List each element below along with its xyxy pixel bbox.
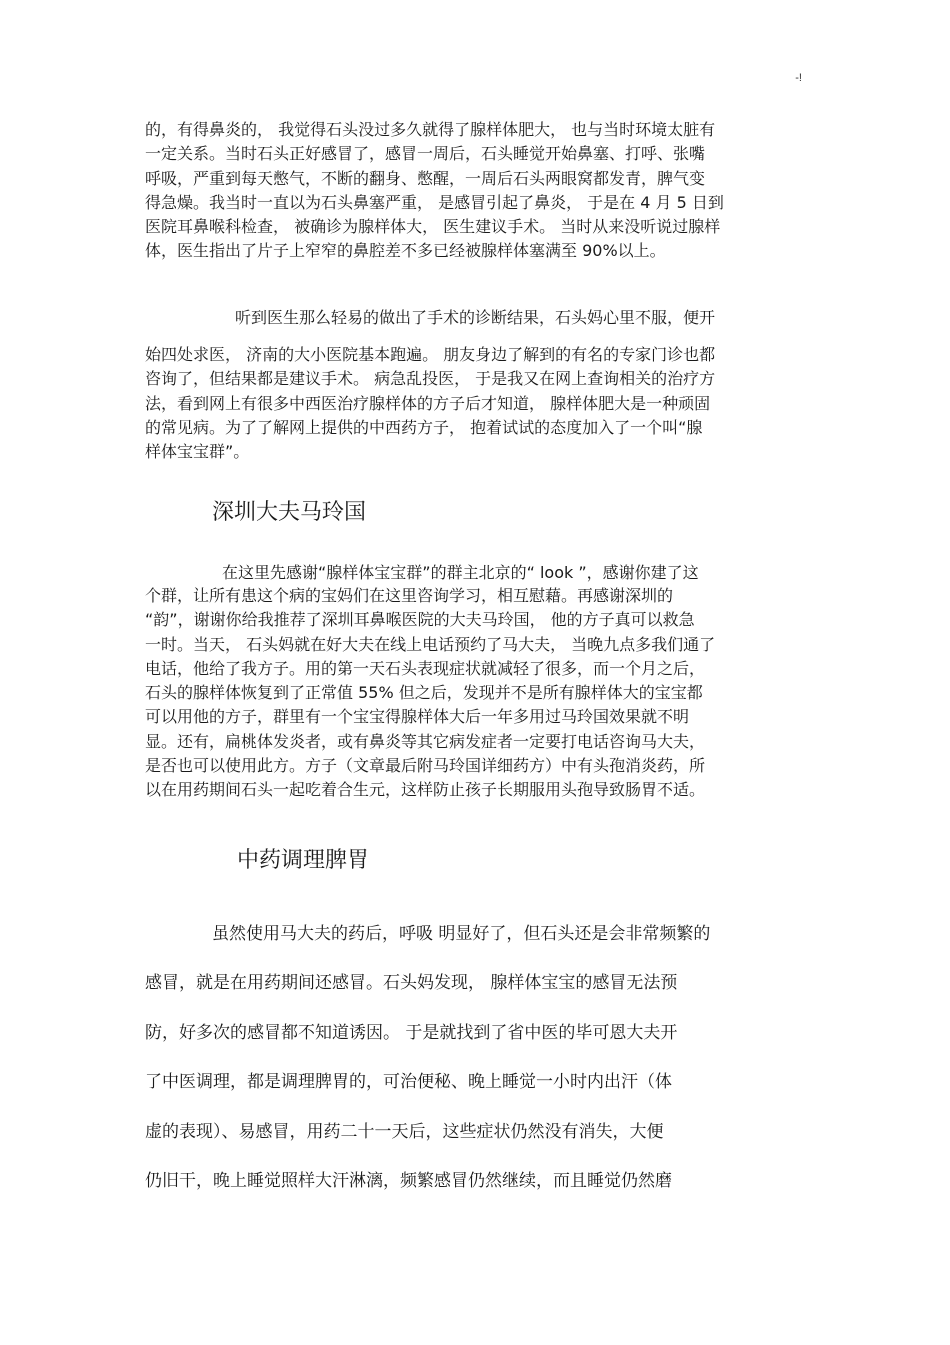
paragraph-line: 防，好多次的感冒都不知道诱因。 于是就找到了省中医的毕可恩大夫开 bbox=[145, 1022, 678, 1043]
paragraph-line: 一定关系。当时石头正好感冒了，感冒一周后，石头睡觉开始鼻塞、打呼、张嘴 bbox=[145, 144, 706, 164]
paragraph-line: 始四处求医， 济南的大小医院基本跑遍。 朋友身边了解到的有名的专家门诊也都 bbox=[145, 345, 716, 364]
paragraph-line: “韵”，谢谢你给我推荐了深圳耳鼻喉医院的大夫马玲国， 他的方子真可以救急 bbox=[145, 610, 695, 630]
paragraph-4 bbox=[145, 910, 815, 1206]
paragraph-line: 以在用药期间石头一起吃着合生元，这样防止孩子长期服用头孢导致肠胃不适。 bbox=[145, 780, 706, 800]
paragraph-line: 虚的表现）、易感冒，用药二十一天后，这些症状仍然没有消失，大便 bbox=[145, 1121, 664, 1142]
paragraph-line: 的常见病。为了了解网上提供的中西药方子， 抱着试试的态度加入了一个叫“腺 bbox=[145, 417, 703, 437]
paragraph-1 bbox=[145, 118, 815, 264]
paragraph-line: 仍旧干，晚上睡觉照样大汗淋漓，频繁感冒仍然继续，而且睡觉仍然磨 bbox=[145, 1171, 672, 1192]
paragraph-line: 医院耳鼻喉科检查， 被确诊为腺样体大， 医生建议手术。 当时从来没听说过腺样 bbox=[145, 217, 721, 237]
paragraph-line: 个群，让所有患这个病的宝妈们在这里咨询学习，相互慰藉。再感谢深圳的 bbox=[145, 586, 674, 605]
section-heading-tcm-spleen: 中药调理脾胃 bbox=[237, 848, 370, 873]
paragraph-line: 电话，他给了我方子。用的第一天石头表现症状就减轻了很多，而一个月之后， bbox=[145, 658, 706, 678]
paragraph-line: 感冒，就是在用药期间还感冒。石头妈发现， 腺样体宝宝的感冒无法预 bbox=[145, 973, 678, 994]
paragraph-line: 虽然使用马大夫的药后，呼吸 明显好了，但石头还是会非常频繁的 bbox=[212, 924, 711, 944]
paragraph-line: 样体宝宝群”。 bbox=[145, 442, 250, 462]
paragraph-line: 是否也可以使用此方。方子（文章最后附马玲国详细药方）中有头孢消炎药，所 bbox=[145, 756, 706, 776]
paragraph-2-first-line: 听到医生那么轻易的做出了手术的诊断结果，石头妈心里不服，便开 bbox=[235, 308, 716, 327]
section-heading-shenzhen-doctor: 深圳大夫马玲国 bbox=[212, 500, 367, 525]
paragraph-3 bbox=[145, 584, 815, 803]
paragraph-2 bbox=[145, 343, 815, 464]
paragraph-line: 了中医调理，都是调理脾胃的，可治便秘、晚上睡觉一小时内出汗（体 bbox=[145, 1072, 672, 1093]
paragraph-line: 可以用他的方子，群里有一个宝宝得腺样体大后一年多用过马玲国效果就不明 bbox=[145, 707, 690, 727]
paragraph-3-first-line: 在这里先感谢“腺样体宝宝群”的群主北京的“ look ”，感谢你建了这 bbox=[222, 563, 699, 582]
paragraph-line: 呼吸，严重到每天憋气，不断的翻身、憋醒，一周后石头两眼窝都发青，脾气变 bbox=[145, 168, 706, 188]
paragraph-line: 一时。当天， 石头妈就在好大夫在线上电话预约了马大夫， 当晚九点多我们通了 bbox=[145, 634, 716, 654]
paragraph-line: 咨询了，但结果都是建议手术。 病急乱投医， 于是我又在网上查询相关的治疗方 bbox=[145, 369, 716, 389]
paragraph-line: 显。还有，扁桃体发炎者，或有鼻炎等其它病发症者一定要打电话咨询马大夫， bbox=[145, 731, 706, 751]
paragraph-line: 的，有得鼻炎的， 我觉得石头没过多久就得了腺样体肥大， 也与当时环境太脏有 bbox=[145, 120, 716, 139]
paragraph-line: 体，医生指出了片子上窄窄的鼻腔差不多已经被腺样体塞满至 90%以上。 bbox=[145, 241, 666, 261]
paragraph-line: 得急燥。我当时一直以为石头鼻塞严重， 是感冒引起了鼻炎， 于是在 4 月 5 日到 bbox=[145, 192, 724, 212]
page-number-mark: -! bbox=[795, 72, 802, 84]
paragraph-line: 石头的腺样体恢复到了正常值 55% 但之后，发现并不是所有腺样体大的宝宝都 bbox=[145, 683, 703, 703]
paragraph-line: 法，看到网上有很多中西医治疗腺样体的方子后才知道， 腺样体肥大是一种顽固 bbox=[145, 393, 711, 413]
